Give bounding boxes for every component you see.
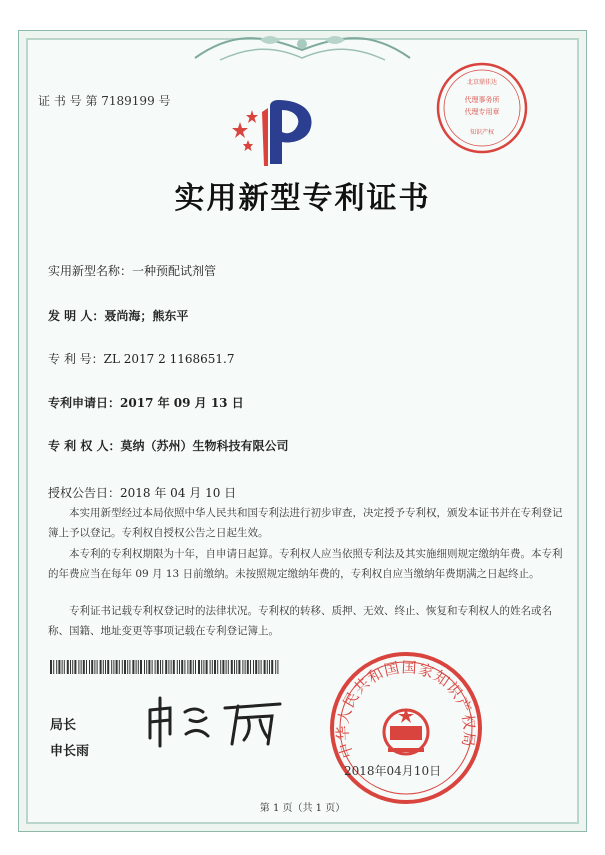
inventor-value: 聂尚海；熊东平 [104, 309, 189, 323]
inventor-row [48, 307, 188, 324]
certificate-number: 证 书 号 第 7189199 号 [38, 94, 171, 108]
patent-number-value: ZL 2017 2 1168651.7 [103, 352, 235, 366]
filing-date-value: 2017 年 09 月 13 日 [120, 396, 244, 410]
patentee-label: 专 利 权 人： [48, 439, 121, 453]
patentee-value: 莫纳（苏州）生物科技有限公司 [120, 439, 289, 453]
svg-text:代理专用章: 代理专用章 [464, 108, 500, 116]
page-footer: 第 1 页（共 1 页） [259, 803, 346, 814]
body-paragraph-2: 本专利的专利权期限为十年，自申请日起算。专利权人应当依照专利法及其实施细则规定缴纳年费。本专利的年费应当在每年 09 月 13 日前缴纳。未按照规定缴纳年费的，专利权自应当缴纳年费期满之日起终止。 [48, 548, 563, 580]
director-signature [140, 690, 290, 750]
patentee-row [48, 437, 289, 454]
body-paragraph-3: 专利证书记载专利权登记时的法律状况。专利权的转移、质押、无效、终止、恢复和专利权人的姓名或名称、国籍、地址变更等事项记载在专利登记簿上。 [48, 605, 552, 637]
filing-date-label: 专利申请日： [48, 396, 121, 410]
grant-date-label: 授权公告日： [48, 486, 121, 500]
svg-text:中华人民共和国国家知识产权局: 中华人民共和国国家知识产权局 [333, 658, 479, 761]
patent-office-logo [226, 92, 326, 172]
director-name: 申长雨 [50, 744, 90, 759]
grant-date-value: 2018 年 04 月 10 日 [120, 486, 237, 500]
filing-date-row [48, 394, 244, 411]
utility-model-name-label: 实用新型名称： [48, 264, 133, 278]
agency-seal-stamp [432, 58, 532, 158]
patent-number-label: 专 利 号： [48, 352, 104, 366]
barcode [50, 660, 280, 674]
national-ip-office-seal [326, 648, 486, 808]
grant-date-row [48, 484, 236, 501]
stamp-date: 2018年04月10日 [344, 764, 442, 778]
patent-number-row [48, 350, 234, 367]
svg-text:北京鼎佳达: 北京鼎佳达 [466, 79, 498, 86]
top-flourish-ornament [190, 28, 415, 68]
body-paragraph-1: 本实用新型经过本局依照中华人民共和国专利法进行初步审查，决定授予专利权，颁发本证书并在专利登记簿上予以登记。专利权自授权公告之日起生效。 [48, 507, 563, 539]
certificate-title: 实用新型专利证书 [174, 181, 431, 216]
director-title: 局长 [50, 718, 77, 733]
svg-text:知识产权: 知识产权 [469, 129, 495, 136]
svg-text:代理事务所: 代理事务所 [464, 96, 500, 104]
utility-model-name-value: 一种预配试剂管 [132, 264, 217, 278]
inventor-label: 发 明 人： [48, 309, 105, 323]
utility-model-name-row [48, 262, 216, 279]
